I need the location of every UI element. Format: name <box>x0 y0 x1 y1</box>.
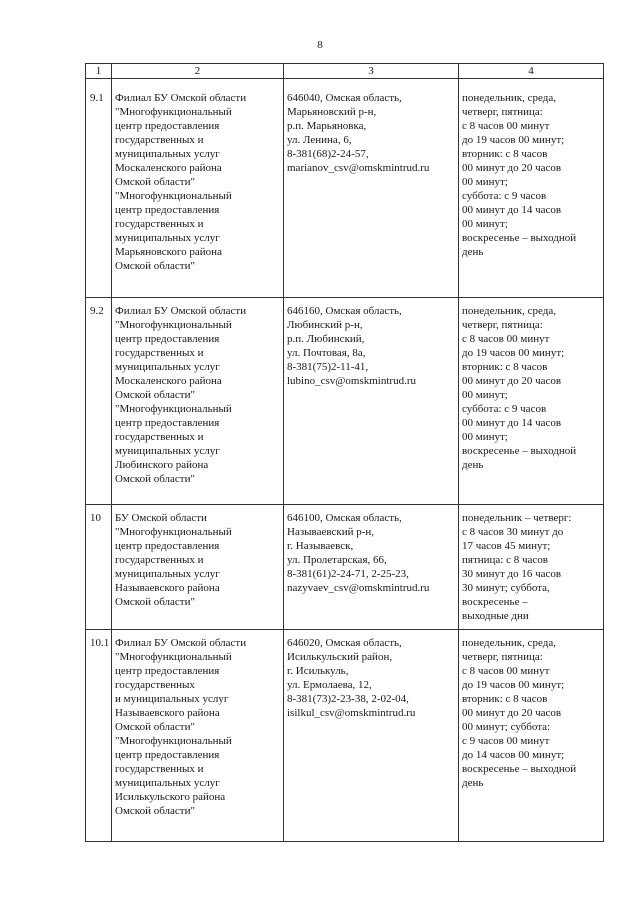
table-row <box>86 79 604 298</box>
row-number: 10.1 <box>86 630 112 842</box>
table-row <box>86 630 604 842</box>
row-number: 10 <box>86 505 112 630</box>
office-hours: понедельник, среда, четверг, пятница: с 8 часов 00 минут до 19 часов 00 минут; вторник: с 8 часов 00 минут до 20 часов 00 минут; суббота: с 9 часов 00 минут до 14 часов 00 минут; воскресенье – выходной день <box>459 298 604 505</box>
offices-table <box>85 63 604 842</box>
row-number: 9.2 <box>86 298 112 505</box>
office-name: Филиал БУ Омской области "Многофункциональный центр предоставления государственных и муниципальных услуг Москаленского района Омской области" "Многофункциональный центр предоставления государственных и муниципальных услуг Любинского района Омской области" <box>112 298 284 505</box>
table-row <box>86 298 604 505</box>
office-hours: понедельник, среда, четверг, пятница: с 8 часов 00 минут до 19 часов 00 минут; вторник: с 8 часов 00 минут до 20 часов 00 минут; суббота: с 9 часов 00 минут до 14 часов 00 минут; воскресенье – выходной день <box>459 630 604 842</box>
office-address: 646020, Омская область, Исилькульский район, г. Исилькуль, ул. Ермолаева, 12, 8-381(73)2-23-38, 2-02-04, isilkul_csv@omskmintrud.ru <box>284 630 459 842</box>
office-name: Филиал БУ Омской области "Многофункциональный центр предоставления государственных и муниципальных услуг Москаленского района Омской области" "Многофункциональный центр предоставления государственных и муниципальных услуг Марьяновского района Омской области" <box>112 79 284 298</box>
column-header: 4 <box>459 64 604 79</box>
table-row <box>86 505 604 630</box>
table-header-row <box>86 64 604 79</box>
column-header: 3 <box>284 64 459 79</box>
office-address: 646100, Омская область, Называевский р-н, г. Называевск, ул. Пролетарская, 66, 8-381(61)2-24-71, 2-25-23, nazyvaev_csv@omskmintrud.ru <box>284 505 459 630</box>
office-hours: понедельник – четверг: с 8 часов 30 минут до 17 часов 45 минут; пятница: с 8 часов 30 минут до 16 часов 30 минут; суббота, воскресенье – выходные дни <box>459 505 604 630</box>
office-address: 646040, Омская область, Марьяновский р-н, р.п. Марьяновка, ул. Ленина, 6, 8-381(68)2-24-57, marianov_csv@omskmintrud.ru <box>284 79 459 298</box>
row-number: 9.1 <box>86 79 112 298</box>
column-header: 1 <box>86 64 112 79</box>
office-name: Филиал БУ Омской области "Многофункциональный центр предоставления государственных и муниципальных услуг Называевского района Омской области" "Многофункциональный центр предоставления государственных и муниципальных услуг Исилькульского района Омской области" <box>112 630 284 842</box>
office-hours: понедельник, среда, четверг, пятница: с 8 часов 00 минут до 19 часов 00 минут; вторник: с 8 часов 00 минут до 20 часов 00 минут; суббота: с 9 часов 00 минут до 14 часов 00 минут; воскресенье – выходной день <box>459 79 604 298</box>
column-header: 2 <box>112 64 284 79</box>
page-number: 8 <box>317 39 323 51</box>
office-address: 646160, Омская область, Любинский р-н, р.п. Любинский, ул. Почтовая, 8а, 8-381(75)2-11-41, lubino_csv@omskmintrud.ru <box>284 298 459 505</box>
office-name: БУ Омской области "Многофункциональный центр предоставления государственных и муниципальных услуг Называевского района Омской области" <box>112 505 284 630</box>
